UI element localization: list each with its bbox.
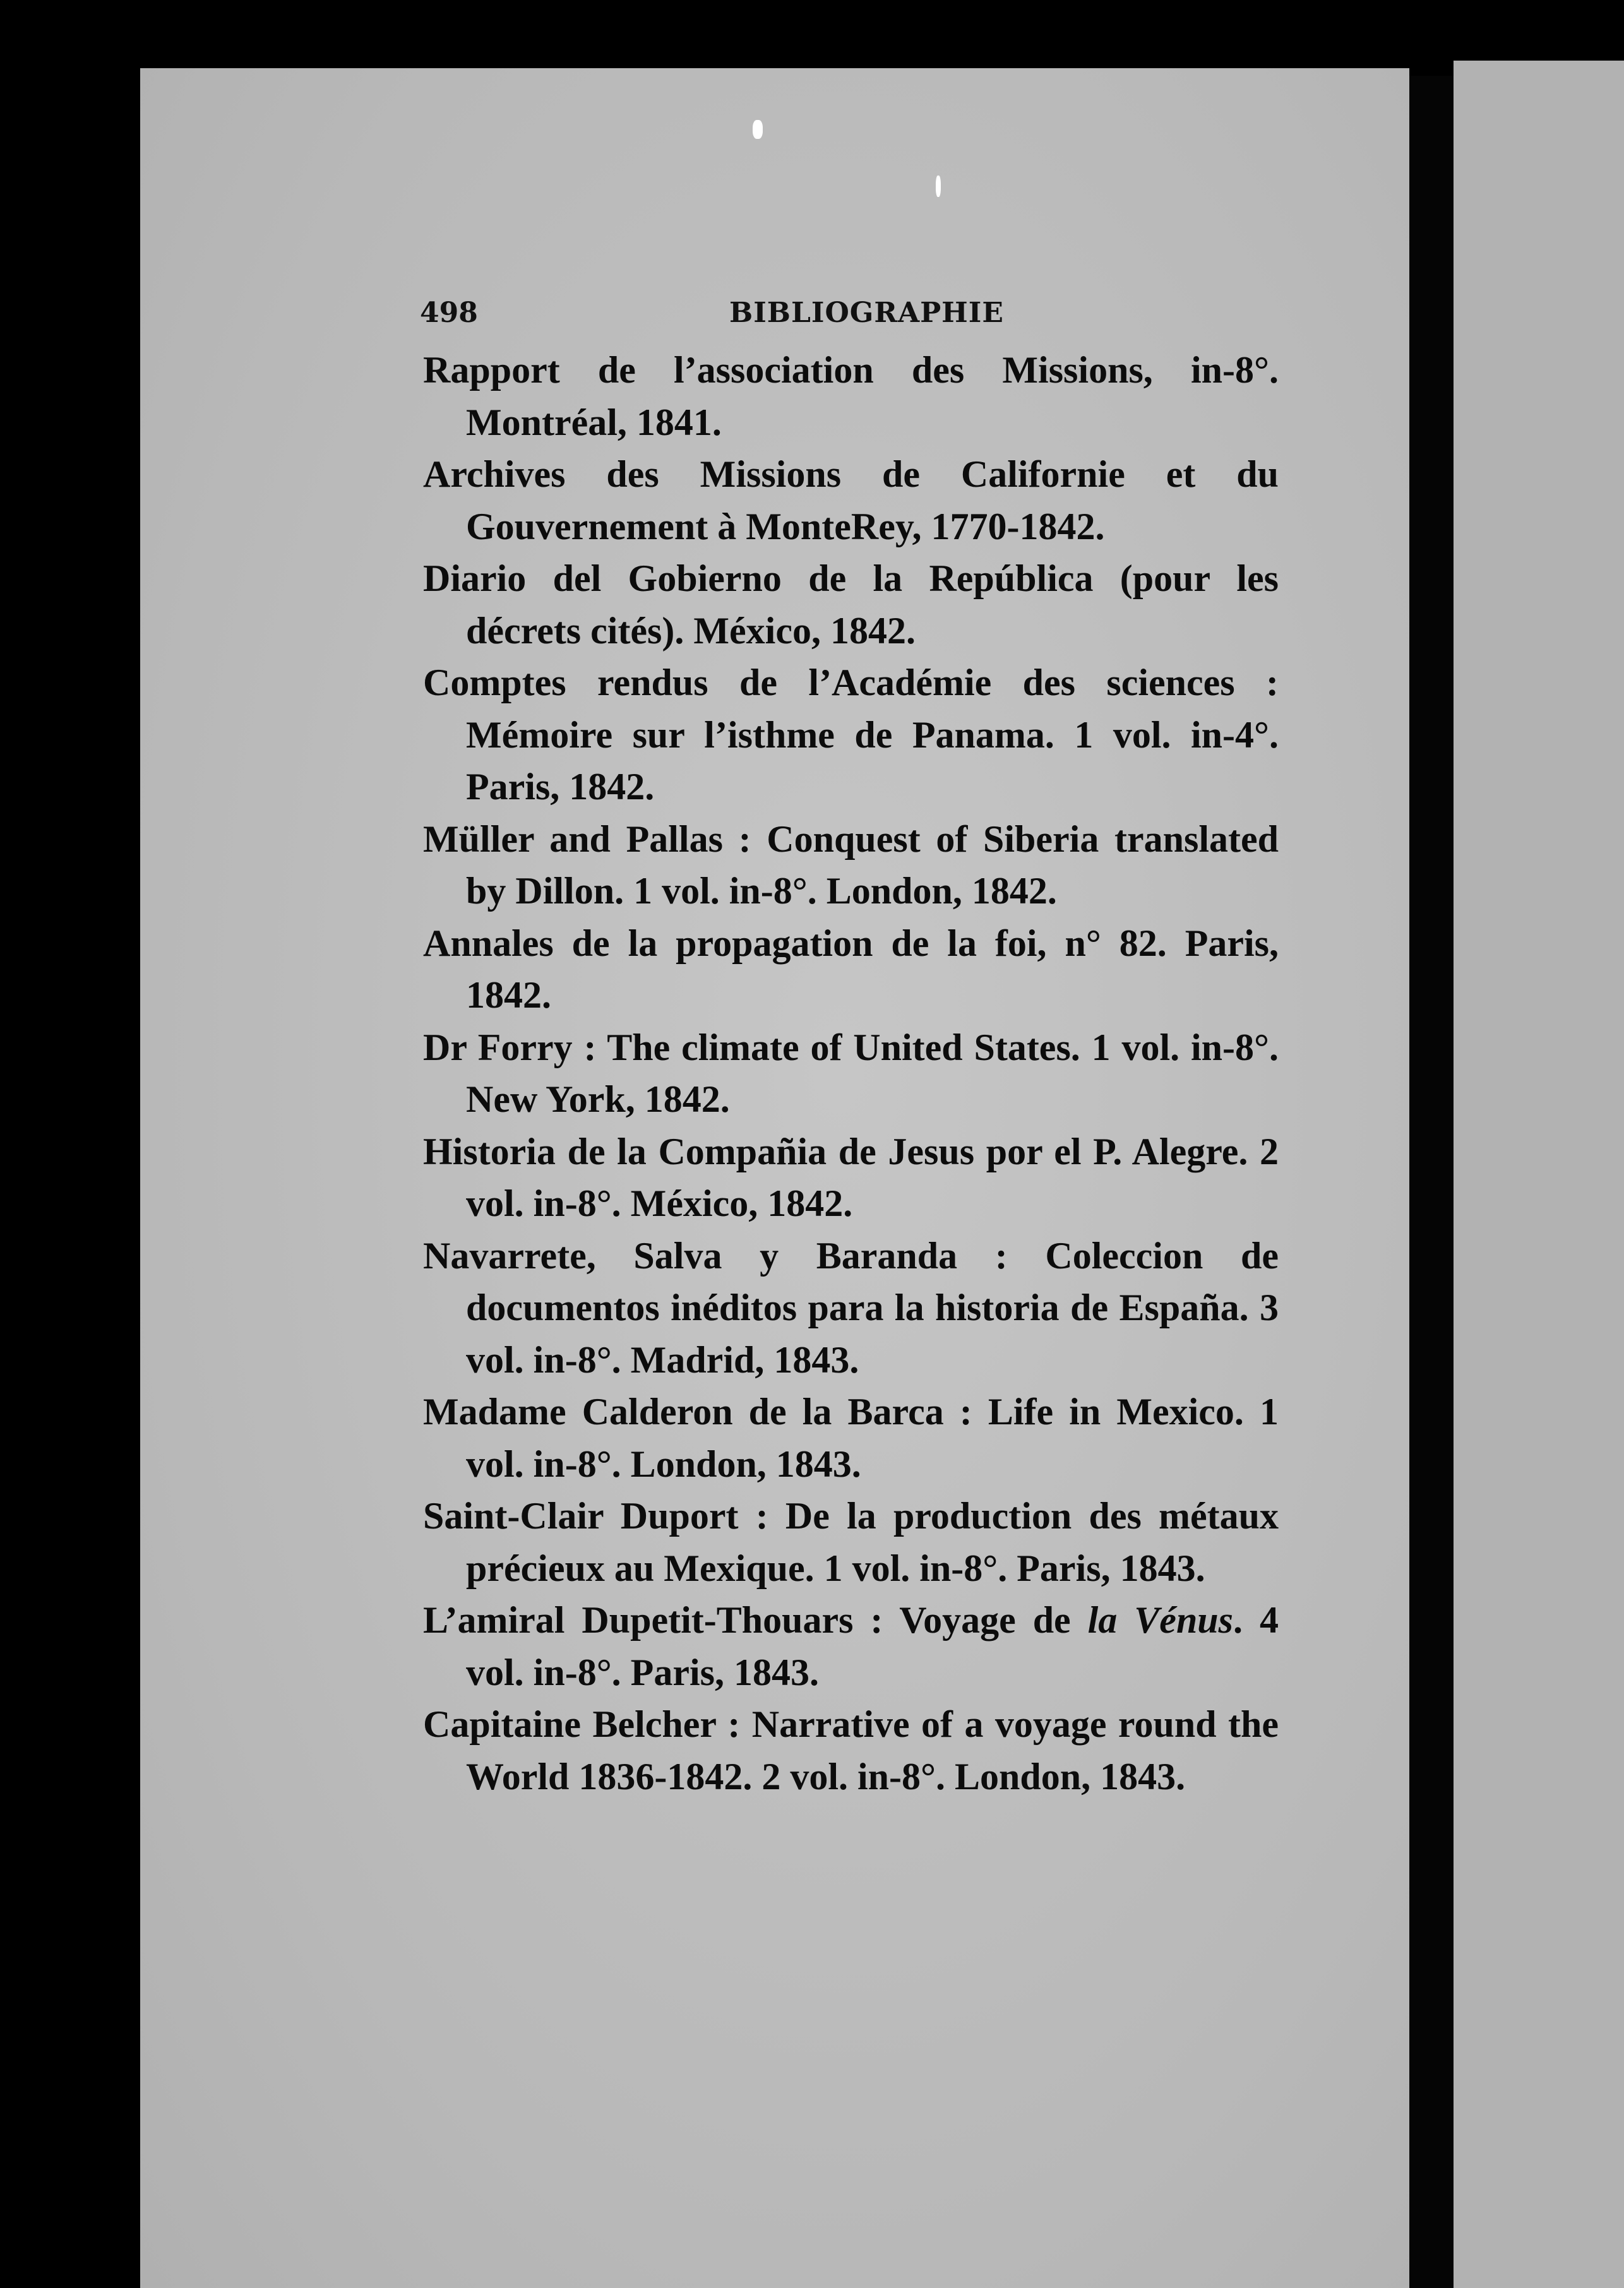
entry-text: . 4 vol. in-8°. Paris, 1843. <box>466 1599 1279 1693</box>
scan-speck <box>936 176 941 197</box>
entry-italic-title: la Vénus <box>1087 1599 1234 1641</box>
bibliography-entry: Comptes rendus de l’Académie des sciences : Mémoire sur l’isthme de Panama. 1 vol. in-4°. Paris, 1842. <box>423 662 1279 807</box>
running-title: BIBLIOGRAPHIE <box>729 297 1004 329</box>
bibliography-entry: Capitaine Belcher : Narrative of a voyage round the World 1836-1842. 2 vol. in-8°. London, 1843. <box>423 1703 1279 1797</box>
page-header <box>420 292 1004 336</box>
scan-speck <box>753 120 763 139</box>
bibliography-entry: Diario del Gobierno de la República (pour les décrets cités). México, 1842. <box>423 557 1279 652</box>
bibliography-list <box>423 344 1279 1802</box>
bibliography-entry: Dr Forry : The climate of United States. 1 vol. in-8°. New York, 1842. <box>423 1026 1279 1120</box>
bibliography-entry-voyage-venus <box>423 1594 1279 1698</box>
bibliography-entry: Rapport de l’association des Missions, in-8°. Montréal, 1841. <box>423 349 1279 443</box>
book-gutter <box>1409 76 1454 2288</box>
bibliography-entry: Madame Calderon de la Barca : Life in Mexico. 1 vol. in-8°. London, 1843. <box>423 1391 1279 1485</box>
bibliography-entry: Navarrete, Salva y Baranda : Coleccion de documentos inéditos para la historia de España. 3 vol. in-8°. Madrid, 1843. <box>423 1234 1279 1381</box>
bibliography-entry: Müller and Pallas : Conquest of Siberia translated by Dillon. 1 vol. in-8°. London, 1842. <box>423 818 1279 912</box>
bibliography-entry: Archives des Missions de Californie et du Gouvernement à MonteRey, 1770-1842. <box>423 453 1279 547</box>
facing-page-edge <box>1454 61 1624 2288</box>
bibliography-entry: Historia de la Compañia de Jesus por el P. Alegre. 2 vol. in-8°. México, 1842. <box>423 1130 1279 1224</box>
bibliography-entry: Annales de la propagation de la foi, n° 82. Paris, 1842. <box>423 922 1279 1016</box>
page-number: 498 <box>420 297 478 329</box>
bibliography-entry: Saint-Clair Duport : De la production des métaux précieux au Mexique. 1 vol. in-8°. Paris, 1843. <box>423 1495 1279 1589</box>
entry-text: L’amiral Dupetit-Thouars : Voyage de <box>423 1599 1088 1641</box>
